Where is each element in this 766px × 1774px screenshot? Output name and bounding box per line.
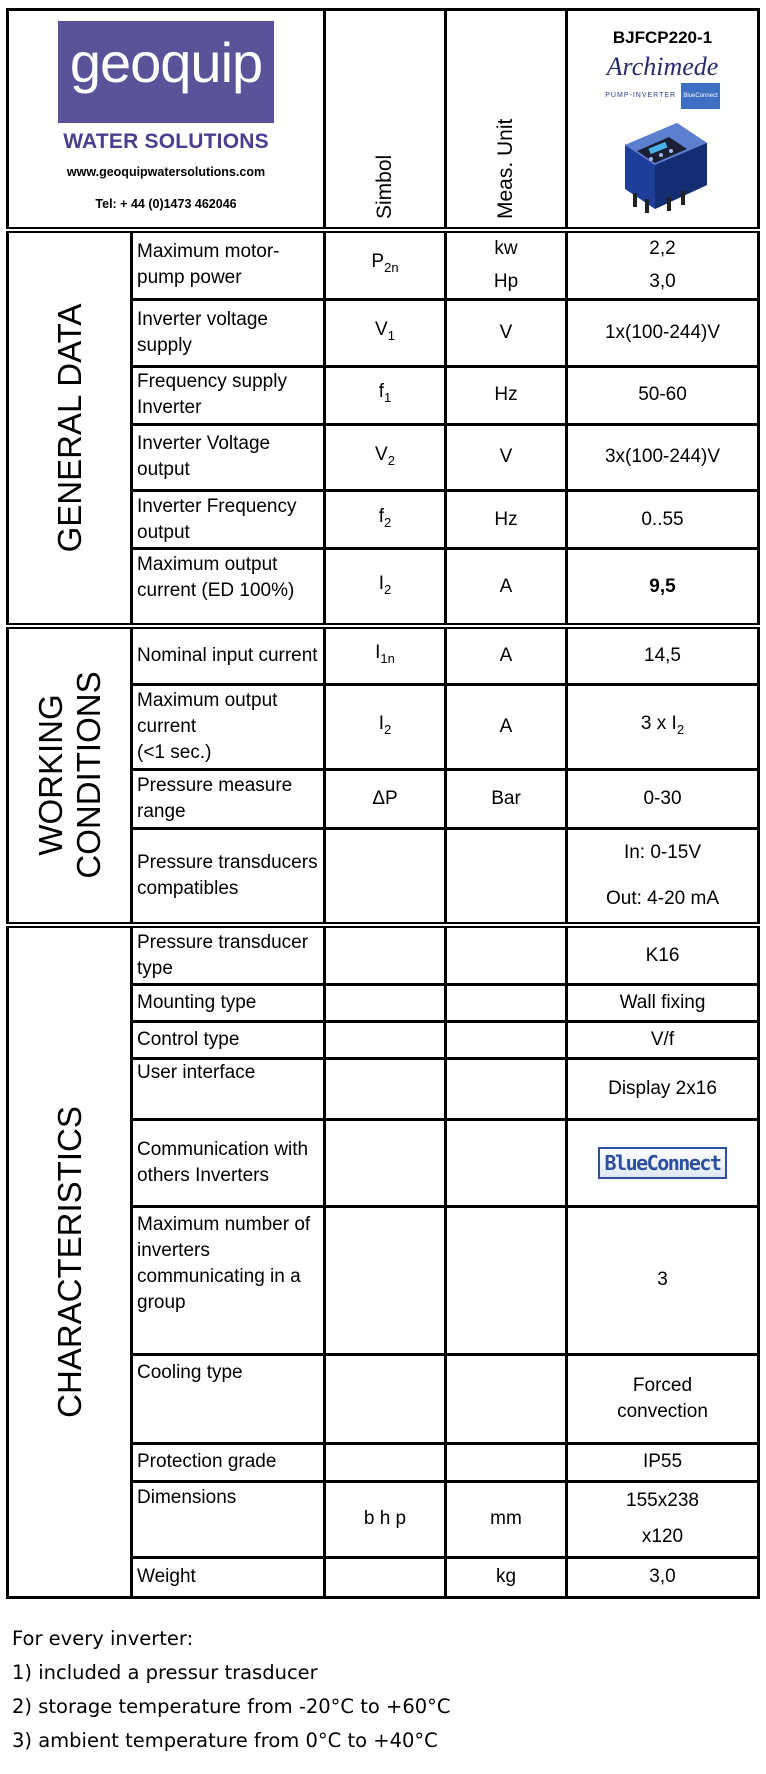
row-transducer-type bbox=[8, 925, 759, 985]
value-control: V/f bbox=[567, 1022, 759, 1059]
blueconnect-logo: BlueConnect bbox=[598, 1147, 728, 1179]
company-logo bbox=[8, 10, 325, 230]
section-general-data bbox=[8, 230, 132, 626]
symbol-sub: 1n bbox=[380, 650, 395, 666]
label-control: Control type bbox=[132, 1022, 325, 1059]
section-working-line2: CONDITIONS bbox=[69, 671, 107, 880]
logo-wordmark: geoquip bbox=[58, 21, 274, 123]
value-sub: 2 bbox=[676, 721, 685, 737]
symbol-text: V bbox=[375, 443, 388, 465]
row-nominal-input-current bbox=[8, 626, 759, 684]
unit-max-output-current-short: A bbox=[446, 684, 567, 770]
value-freq-output: 0..55 bbox=[567, 491, 759, 549]
symbol-sub: 2 bbox=[384, 514, 392, 530]
symbol-max-inverters bbox=[325, 1206, 446, 1354]
footnotes bbox=[12, 1622, 752, 1758]
unit-mounting bbox=[446, 985, 567, 1022]
label-cooling: Cooling type bbox=[132, 1354, 325, 1443]
value-max-power bbox=[567, 230, 759, 300]
value-communication bbox=[567, 1120, 759, 1207]
unit-cooling bbox=[446, 1354, 567, 1443]
unit-weight: kg bbox=[446, 1557, 567, 1597]
symbol-sub: 2 bbox=[384, 581, 392, 597]
unit-max-power bbox=[446, 230, 567, 300]
value-user-interface: Display 2x16 bbox=[567, 1059, 759, 1120]
unit-max-inverters bbox=[446, 1206, 567, 1354]
symbol-freq-output bbox=[325, 491, 446, 549]
label-max-inverters: Maximum number of inverters communicating in a group bbox=[132, 1206, 325, 1354]
value-dim-line1: 155x238 bbox=[626, 1489, 699, 1511]
brand-tag: BlueConnect bbox=[681, 83, 719, 109]
value-pressure-range: 0-30 bbox=[567, 770, 759, 829]
value-nominal-input-current: 14,5 bbox=[567, 626, 759, 684]
product-header bbox=[567, 10, 759, 230]
symbol-text: V bbox=[375, 318, 388, 340]
value-max-output-current: 9,5 bbox=[567, 549, 759, 626]
note-heading: For every inverter: bbox=[12, 1627, 194, 1650]
brand-sub-text: PUMP-INVERTER bbox=[605, 92, 677, 99]
label-dimensions: Dimensions bbox=[132, 1481, 325, 1557]
product-brand: Archimede bbox=[606, 52, 719, 81]
unit-protection bbox=[446, 1443, 567, 1481]
label-mounting: Mounting type bbox=[132, 985, 325, 1022]
value-protection: IP55 bbox=[567, 1443, 759, 1481]
symbol-pressure-range: ΔP bbox=[325, 770, 446, 829]
unit-hp: Hp bbox=[493, 270, 519, 292]
note-2: 2) storage temperature from -20°C to +60°C bbox=[12, 1695, 451, 1718]
company-phone: Tel: + 44 (0)1473 462046 bbox=[95, 196, 237, 211]
symbol-control bbox=[325, 1022, 446, 1059]
unit-kw: kw bbox=[494, 238, 518, 260]
header-unit bbox=[446, 10, 567, 230]
unit-voltage-output: V bbox=[446, 424, 567, 491]
section-working-conditions bbox=[8, 626, 132, 925]
label-freq-output: Inverter Frequency output bbox=[132, 491, 325, 549]
symbol-voltage-output bbox=[325, 424, 446, 491]
label-transducer-type: Pressure transducer type bbox=[132, 925, 325, 985]
value-max-output-current-short bbox=[567, 684, 759, 770]
symbol-max-power bbox=[325, 230, 446, 300]
symbol-text: I bbox=[378, 712, 385, 734]
symbol-sub: 2 bbox=[384, 721, 392, 737]
label-freq-supply: Frequency supply Inverter bbox=[132, 366, 325, 424]
value-hp: 3,0 bbox=[649, 270, 676, 292]
col-unit-label: Meas. Unit bbox=[494, 118, 517, 219]
note-1: 1) included a pressur trasducer bbox=[12, 1661, 318, 1684]
value-cooling: Forced convection bbox=[567, 1354, 759, 1443]
unit-control bbox=[446, 1022, 567, 1059]
symbol-mounting bbox=[325, 985, 446, 1022]
header-symbol bbox=[325, 10, 446, 230]
unit-transducers bbox=[446, 829, 567, 925]
value-voltage-supply: 1x(100-244)V bbox=[567, 300, 759, 367]
col-symbol-label: Simbol bbox=[373, 154, 396, 219]
symbol-voltage-supply bbox=[325, 300, 446, 367]
section-characteristics-label: CHARACTERISTICS bbox=[50, 1106, 88, 1418]
section-working-line1: WORKING bbox=[31, 694, 69, 857]
symbol-sub: 2 bbox=[387, 452, 395, 468]
label-max-output-current-short bbox=[132, 684, 325, 770]
symbol-dimensions: b h p bbox=[325, 1481, 446, 1557]
symbol-text: f bbox=[378, 381, 385, 403]
unit-transducer-type bbox=[446, 925, 567, 985]
label-communication: Communication with others Inverters bbox=[132, 1120, 325, 1207]
label-voltage-supply: Inverter voltage supply bbox=[132, 300, 325, 367]
value-weight: 3,0 bbox=[567, 1557, 759, 1597]
symbol-weight bbox=[325, 1557, 446, 1597]
unit-freq-supply: Hz bbox=[446, 366, 567, 424]
section-working-label bbox=[32, 672, 108, 879]
unit-dimensions: mm bbox=[446, 1481, 567, 1557]
value-freq-supply: 50-60 bbox=[567, 366, 759, 424]
product-brand-sub bbox=[568, 79, 757, 109]
value-dim-line2: x120 bbox=[641, 1526, 684, 1548]
label-pressure-range: Pressure measure range bbox=[132, 770, 325, 829]
symbol-communication bbox=[325, 1120, 446, 1207]
symbol-transducers bbox=[325, 829, 446, 925]
header-row bbox=[8, 10, 759, 230]
unit-max-output-current: A bbox=[446, 549, 567, 626]
label-max-power: Maximum motor-pump power bbox=[132, 230, 325, 300]
value-dimensions bbox=[567, 1481, 759, 1557]
symbol-sub: 2n bbox=[384, 260, 399, 276]
value-transducer-type: K16 bbox=[567, 925, 759, 985]
symbol-freq-supply bbox=[325, 366, 446, 424]
unit-nominal-input-current: A bbox=[446, 626, 567, 684]
value-text: 3 x I bbox=[640, 712, 677, 734]
section-general-label: GENERAL DATA bbox=[50, 303, 88, 553]
symbol-max-output-current bbox=[325, 549, 446, 626]
symbol-max-output-current-short bbox=[325, 684, 446, 770]
company-url: www.geoquipwatersolutions.com bbox=[66, 164, 266, 179]
spec-table bbox=[6, 8, 760, 1599]
unit-voltage-supply: V bbox=[446, 300, 567, 367]
symbol-text: f bbox=[378, 505, 385, 527]
symbol-sub: 1 bbox=[384, 390, 392, 406]
symbol-text: I bbox=[375, 641, 381, 663]
value-max-inverters: 3 bbox=[567, 1206, 759, 1354]
inverter-device-image bbox=[607, 115, 719, 215]
label-voltage-output: Inverter Voltage output bbox=[132, 424, 325, 491]
value-mounting: Wall fixing bbox=[567, 985, 759, 1022]
section-characteristics bbox=[8, 925, 132, 1598]
label-weight: Weight bbox=[132, 1557, 325, 1597]
value-in: In: 0-15V bbox=[623, 842, 702, 864]
symbol-cooling bbox=[325, 1354, 446, 1443]
value-voltage-output: 3x(100-244)V bbox=[567, 424, 759, 491]
logo-tagline: WATER SOLUTIONS bbox=[63, 129, 269, 153]
label-nominal-input-current: Nominal input current bbox=[132, 626, 325, 684]
label-line1: Maximum output current bbox=[137, 689, 278, 737]
symbol-transducer-type bbox=[325, 925, 446, 985]
value-kw: 2,2 bbox=[649, 238, 676, 260]
product-model: BJFCP220-1 bbox=[612, 28, 713, 47]
unit-freq-output: Hz bbox=[446, 491, 567, 549]
symbol-nominal-input-current bbox=[325, 626, 446, 684]
symbol-user-interface bbox=[325, 1059, 446, 1120]
unit-user-interface bbox=[446, 1059, 567, 1120]
unit-pressure-range: Bar bbox=[446, 770, 567, 829]
unit-communication bbox=[446, 1120, 567, 1207]
label-transducers: Pressure transducers compatibles bbox=[132, 829, 325, 925]
note-3: 3) ambient temperature from 0°C to +40°C bbox=[12, 1729, 438, 1752]
symbol-sub: 1 bbox=[387, 327, 395, 343]
symbol-text: P bbox=[371, 251, 385, 273]
symbol-text: I bbox=[378, 572, 385, 594]
value-out: Out: 4-20 mA bbox=[606, 888, 719, 910]
row-max-power bbox=[8, 230, 759, 300]
label-protection: Protection grade bbox=[132, 1443, 325, 1481]
symbol-protection bbox=[325, 1443, 446, 1481]
value-transducers bbox=[567, 829, 759, 925]
label-user-interface: User interface bbox=[132, 1059, 325, 1120]
label-max-output-current: Maximum output current (ED 100%) bbox=[132, 549, 325, 626]
label-line2: (<1 sec.) bbox=[137, 741, 212, 763]
